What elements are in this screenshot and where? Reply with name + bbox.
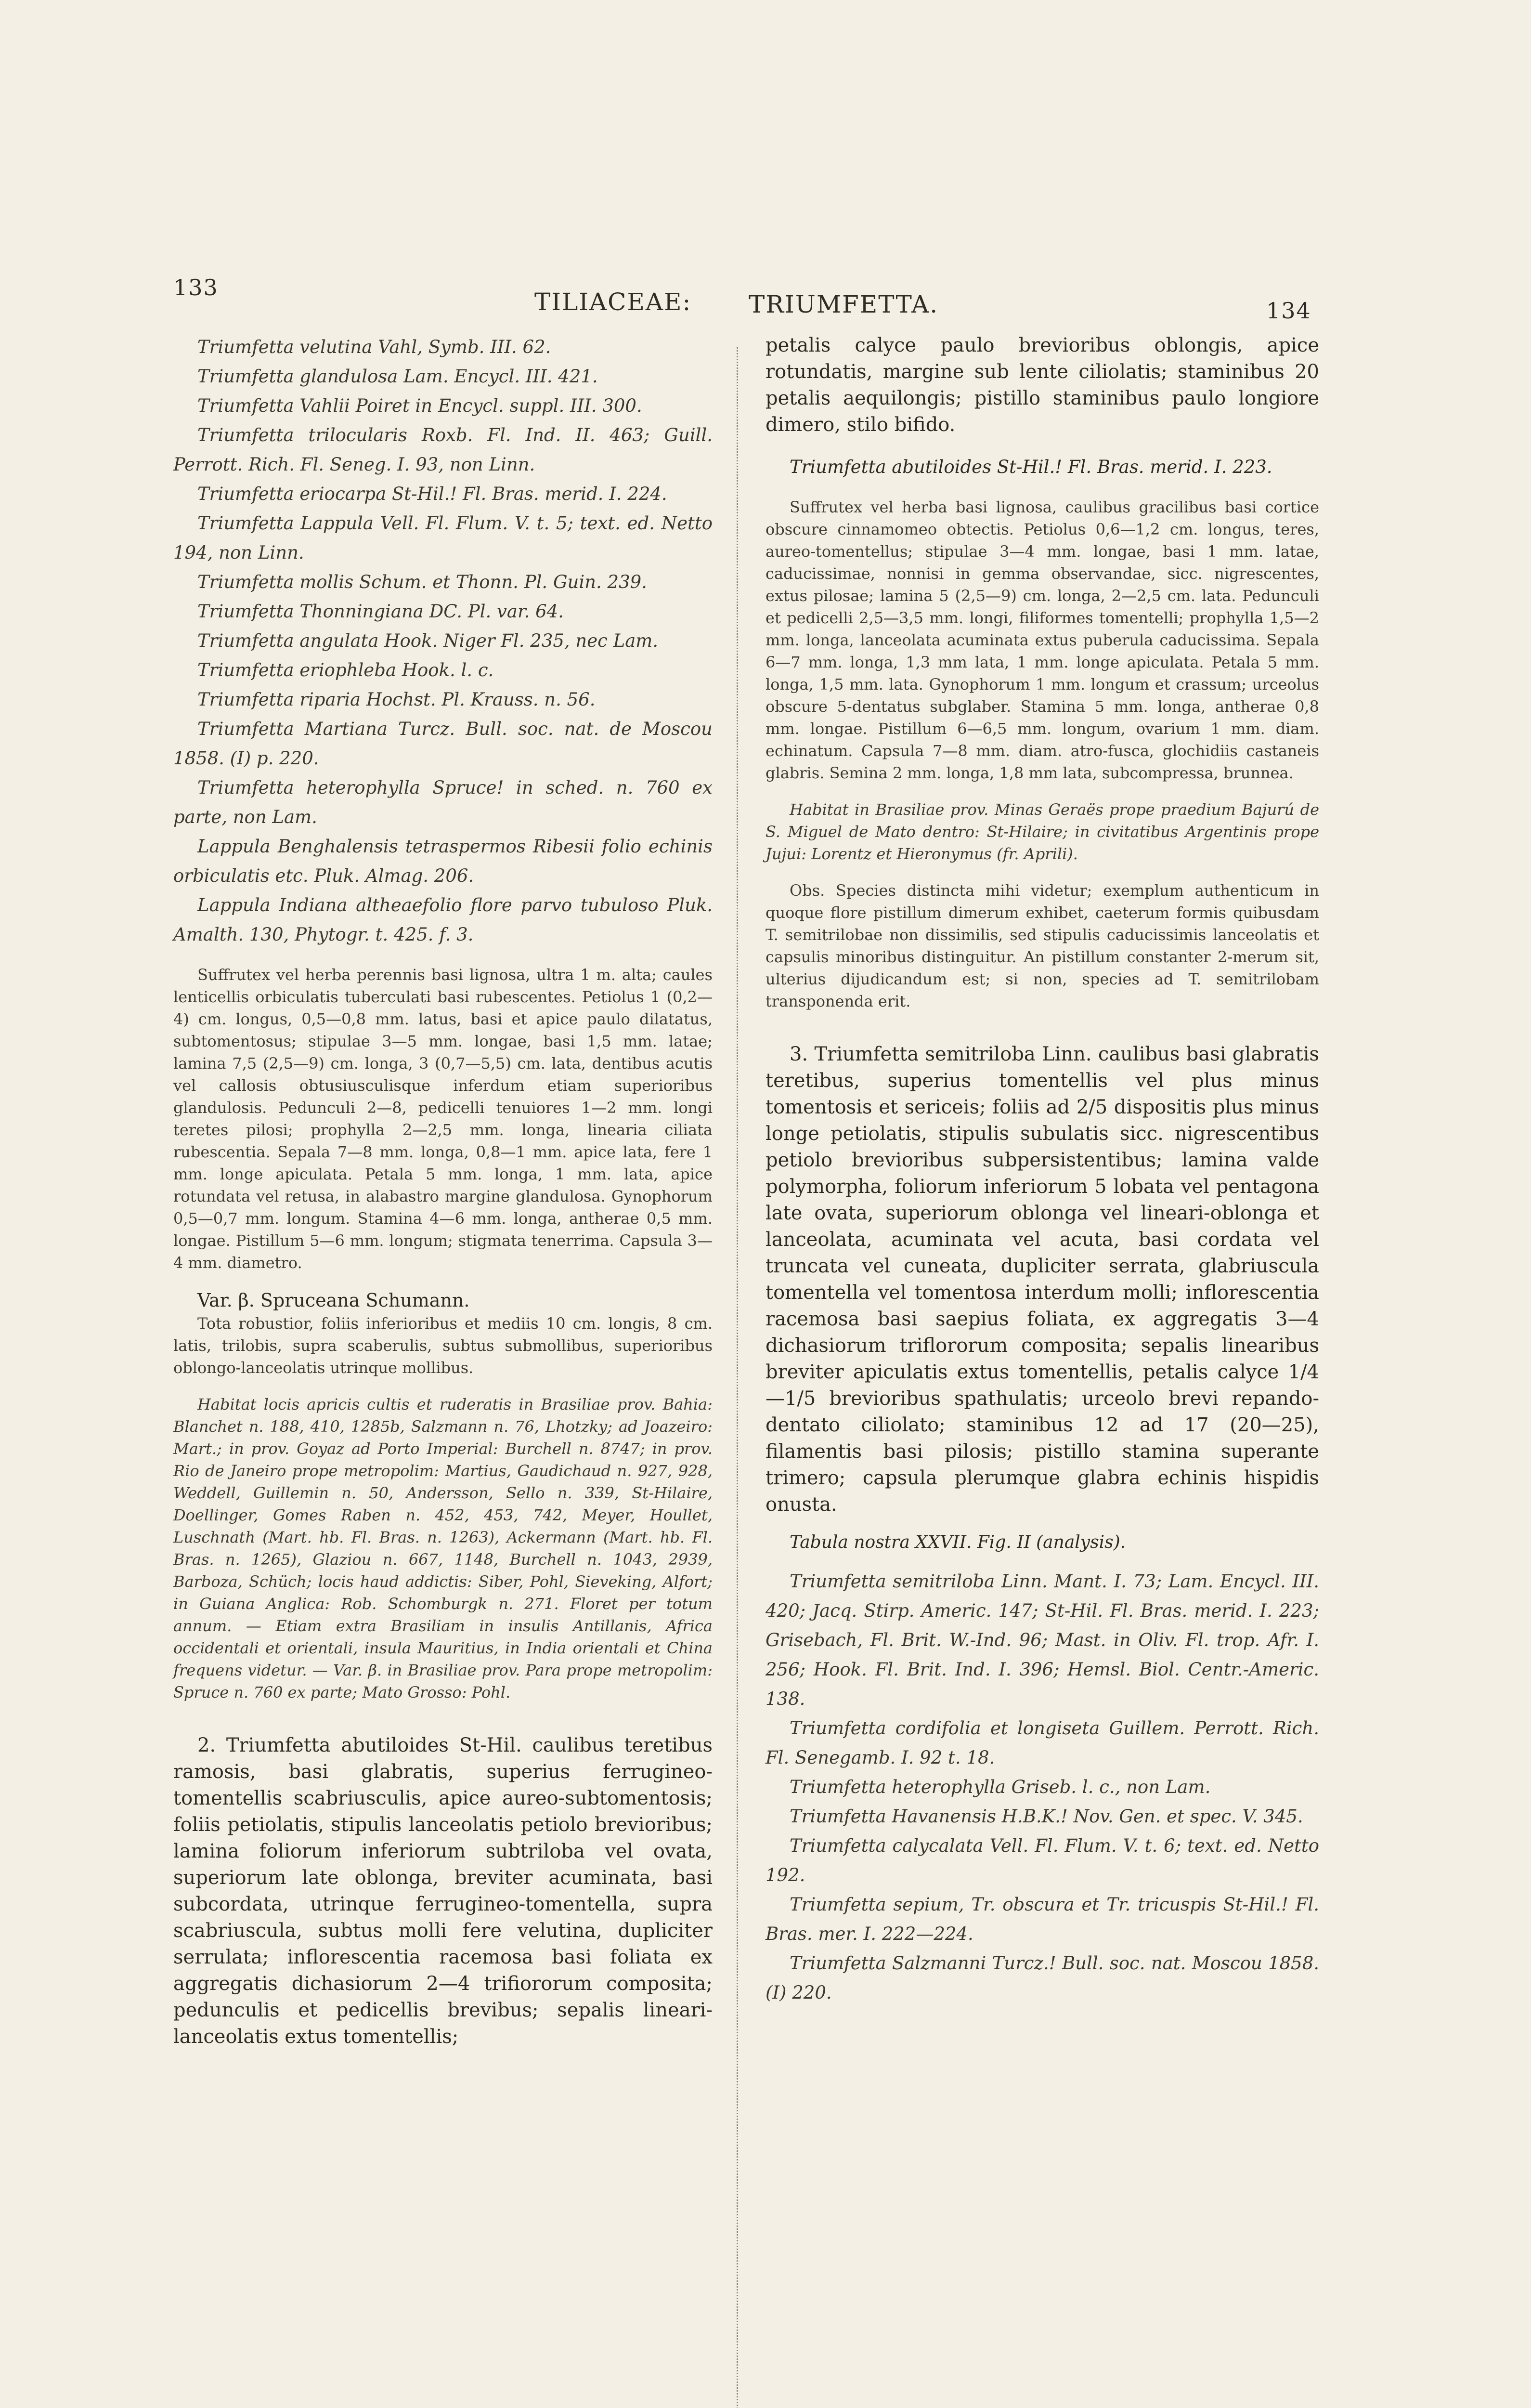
synonym-entry: Triumfetta trilocularis Roxb. Fl. Ind. II. 463; Guill. Perrott. Rich. Fl. Seneg. I. 93, non Linn. xyxy=(173,425,713,475)
species-3-synonym-list xyxy=(766,1567,1319,2007)
running-head-family: TILIACEAE: xyxy=(534,288,692,316)
species-3-diagnosis: 3. Triumfetta semitriloba Linn. caulibus basi glabratis teretibus, superius tomentellis vel plus minus tomentosis et sericeis; foliis ad 2/5 dispositis plus minus longe petiolatis, stipulis subulatis sicc. nigrescentibus petiolo brevioribus subpersistentibus; lamina valde polymorpha, foliorum inferiorum 5 lobata vel pentagona late ovata, superiorum oblonga vel lineari-oblonga et lanceolata, acuminata vel acuta, basi cordata vel truncata vel cuneata, dupliciter serrata, glabriuscula tomentella vel tomentosa interdum molli; inflorescentia racemosa basi saepius foliata, ex aggregatis 3—4 dichasiorum triflororum composita; sepalis linearibus breviter apiculatis extus tomentellis, petalis calyce 1/4—1/5 brevioribus spathulatis; urceolo brevi repando-dentato ciliolato; staminibus 12 ad 17 (20—25), filamentis basi pilosis; pistillo stamina superante trimero; capsula plerumque glabra echinis hispidis onusta. xyxy=(766,1043,1319,1516)
variety-heading: Var. β. Spruceana Schumann. xyxy=(197,1290,470,1311)
synonym-entry: Triumfetta Havanensis H.B.K.! Nov. Gen. et spec. V. 345. xyxy=(790,1806,1303,1827)
variety-description: Tota robustior, foliis inferioribus et mediis 10 cm. longis, 8 cm. latis, trilobis, supra scaberulis, subtus submollibus, superioribus oblongo-lanceolatis utrinque mollibus. xyxy=(173,1314,713,1377)
synonym-entry: Triumfetta semitriloba Linn. Mant. I. 73; Lam. Encycl. III. 420; Jacq. Stirp. Americ. 147; St-Hil. Fl. Bras. merid. I. 223; Grisebach, Fl. Brit. W.-Ind. 96; Mast. in Oliv. Fl. trop. Afr. I. 256; Hook. Fl. Brit. Ind. I. 396; Hemsl. Biol. Centr.-Americ. 138. xyxy=(766,1571,1319,1709)
species-2-observation: Obs. Species distincta mihi videtur; exemplum authenticum in quoque flore pistillum dimerum exhibet, caeterum formis quibusdam T. semitrilobae non dissimilis, sed stipulis caducissimis lanceolatis et capsulis minoribus distinguitur. An pistillum constanter 2-merum sit, ulterius dijudicandum est; si non, species ad T. semitrilobam transponenda erit. xyxy=(766,881,1319,1010)
synonym-entry: Triumfetta cordifolia et longiseta Guillem. Perrott. Rich. Fl. Senegamb. I. 92 t. 18. xyxy=(766,1718,1319,1768)
synonym-entry: Triumfetta heterophylla Spruce! in sched. n. 760 ex parte, non Lam. xyxy=(173,777,713,827)
synonym-entry: Triumfetta angulata Hook. Niger Fl. 235, nec Lam. xyxy=(197,630,659,651)
synonym-entry: Triumfetta mollis Schum. et Thonn. Pl. Guin. 239. xyxy=(197,572,647,592)
synonym-entry: Triumfetta calycalata Vell. Fl. Flum. V. t. 6; text. ed. Netto 192. xyxy=(766,1835,1319,1885)
page-number-left: 133 xyxy=(173,275,219,301)
left-column xyxy=(173,332,713,2050)
running-head-genus: TRIUMFETTA. xyxy=(749,290,939,318)
page-number-right: 134 xyxy=(1266,298,1311,324)
synonym-entry: Triumfetta eriocarpa St-Hil.! Fl. Bras. merid. I. 224. xyxy=(197,484,667,504)
synonym-entry: Triumfetta heterophylla Griseb. l. c., non Lam. xyxy=(790,1777,1211,1797)
habitat-paragraph: Habitat locis apricis cultis et ruderatis in Brasiliae prov. Bahia: Blanchet n. 188, 410, 1285b, Salzmann n. 76, Lhotzky; ad Joazeiro: Mart.; in prov. Goyaz ad Porto Imperial: Burchell n. 8747; in prov. Rio de Janeiro prope metropolim: Martius, Gaudichaud n. 927, 928, Weddell, Guillemin n. 50, Andersson, Sello n. 339, St-Hilaire, Doellinger, Gomes Raben n. 452, 453, 742, Meyer, Houllet, Luschnath (Mart. hb. Fl. Bras. n. 1263), Ackermann (Mart. hb. Fl. Bras. n. 1265), Glaziou n. 667, 1148, Burchell n. 1043, 2939, Barboza, Schüch; locis haud addictis: Siber, Pohl, Sieveking, Alfort; in Guiana Anglica: Rob. Schomburgk n. 271. Floret per totum annum. — Etiam extra Brasiliam in insulis Antillanis, Africa occidentali et orientali, insula Mauritius, in India orientali et China frequens videtur. — Var. β. in Brasiliae prov. Para prope metropolim: Spruce n. 760 ex parte; Mato Grosso: Pohl. xyxy=(173,1395,713,1701)
plate-reference: Tabula nostra XXVII. Fig. II (analysis). xyxy=(790,1532,1126,1552)
synonym-entry: Triumfetta Salzmanni Turcz.! Bull. soc. nat. Moscou 1858. (I) 220. xyxy=(766,1953,1319,2003)
synonym-entry: Triumfetta riparia Hochst. Pl. Krauss. n. 56. xyxy=(197,689,596,710)
species-2-diagnosis: 2. Triumfetta abutiloides St-Hil. caulibus teretibus ramosis, basi glabratis, superius ferrugineo-tomentellis scabriusculis, apice aureo-subtomentosis; foliis petiolatis, stipulis lanceolatis petiolo brevioribus; lamina foliorum inferiorum subtriloba vel ovata, superiorum late oblonga, breviter acuminata, basi subcordata, utrinque ferrugineo-tomentella, supra scabriuscula, subtus molli fere velutina, dupliciter serrulata; inflorescentia racemosa basi foliata ex aggregatis dichasiorum 2—4 trifiororum composita; pedunculis et pedicellis brevibus; sepalis lineari-lanceolatis extus tomentellis; xyxy=(173,1734,713,2048)
synonym-entry: Triumfetta Lappula Vell. Fl. Flum. V. t. 5; text. ed. Netto 194, non Linn. xyxy=(173,513,713,563)
species-2-synonym: Triumfetta abutiloides St-Hil.! Fl. Bras. merid. I. 223. xyxy=(790,457,1272,477)
synonym-entry: Triumfetta sepium, Tr. obscura et Tr. tricuspis St-Hil.! Fl. Bras. mer. I. 222—224. xyxy=(766,1894,1319,1944)
synonym-entry: Lappula Benghalensis tetraspermos Ribesii folio echinis orbiculatis etc. Pluk. Almag. 206. xyxy=(173,836,713,886)
right-column xyxy=(766,332,1319,2007)
synonym-entry: Triumfetta eriophleba Hook. l. c. xyxy=(197,660,494,681)
column-divider xyxy=(737,347,738,2408)
synonym-entry: Lappula Indiana altheaefolio flore parvo tubuloso Pluk. Amalth. 130, Phytogr. t. 425. f. 3. xyxy=(173,895,713,945)
species-2-description: Suffrutex vel herba basi lignosa, caulibus gracilibus basi cortice obscure cinnamomeo obtectis. Petiolus 0,6—1,2 cm. longus, teres, aureo-tomentellus; stipulae 3—4 mm. longae, basi 1 mm. latae, caducissimae, nonnisi in gemma observandae, sicc. nigrescentes, extus pilosae; lamina 5 (2,5—9) cm. longa, 2—2,5 cm. lata. Pedunculi et pedicelli 2,5—3,5 mm. longi, filiformes tomentelli; prophylla 1,5—2 mm. longa, lanceolata acuminata extus puberula caducissima. Sepala 6—7 mm. longa, 1,3 mm lata, 1 mm. longe apiculata. Petala 5 mm. longa, 1,5 mm. lata. Gynophorum 1 mm. longum et crassum; urceolus obscure 5-dentatus subglaber. Stamina 5 mm. longa, antherae 0,8 mm. longae. Pistillum 6—6,5 mm. longum, ovarium 1 mm. diam. echinatum. Capsula 7—8 mm. diam. atro-fusca, glochidiis castaneis glabris. Semina 2 mm. longa, 1,8 mm lata, subcompressa, brunnea. xyxy=(766,498,1319,782)
synonym-entry: Triumfetta Vahlii Poiret in Encycl. suppl. III. 300. xyxy=(197,395,642,416)
synonym-entry: Triumfetta Thonningiana DC. Pl. var. 64. xyxy=(197,601,564,622)
synonym-entry: Triumfetta Martiana Turcz. Bull. soc. nat. de Moscou 1858. (I) p. 220. xyxy=(173,719,713,769)
description-paragraph: Suffrutex vel herba perennis basi lignosa, ultra 1 m. alta; caules lenticellis orbiculatis tuberculati basi rubescentes. Petiolus 1 (0,2—4) cm. longus, 0,5—0,8 mm. latus, basi et apice paulo dilatatus, subtomentosus; stipulae 3—5 mm. longae, basi 1,5 mm. latae; lamina 7,5 (2,5—9) cm. longa, 3 (0,7—5,5) cm. lata, dentibus acutis vel callosis obtusiusculisque inferdum etiam superioribus glandulosis. Pedunculi 2—8, pedicelli tenuiores 1—2 mm. longi teretes pilosi; prophylla 2—2,5 mm. longa, linearia ciliata rubescentia. Sepala 7—8 mm. longa, 0,8—1 mm. apice lata, fere 1 mm. longe apiculata. Petala 5 mm. longa, 1 mm. lata, apice rotundata vel retusa, in alabastro margine glandulosa. Gynophorum 0,5—0,7 mm. longum. Stamina 4—6 mm. longa, antherae 0,5 mm. longae. Pistillum 5—6 mm. longum; stigmata tenerrima. Capsula 3—4 mm. diametro. xyxy=(173,966,713,1272)
synonym-list xyxy=(173,332,713,949)
species-2-habitat: Habitat in Brasiliae prov. Minas Geraës prope praedium Bajurú de S. Miguel de Mato dentro: St-Hilaire; in civitatibus Argentinis prope Jujui: Lorentz et Hieronymus (fr. Aprili). xyxy=(766,800,1319,863)
species-2-diagnosis-continued: petalis calyce paulo brevioribus oblongis, apice rotundatis, margine sub lente ciliolatis; staminibus 20 petalis aequilongis; pistillo staminibus paulo longiore dimero, stilo bifido. xyxy=(766,334,1319,436)
synonym-entry: Triumfetta glandulosa Lam. Encycl. III. 421. xyxy=(197,366,598,387)
species-description xyxy=(173,964,713,1274)
synonym-entry: Triumfetta velutina Vahl, Symb. III. 62. xyxy=(197,337,551,357)
